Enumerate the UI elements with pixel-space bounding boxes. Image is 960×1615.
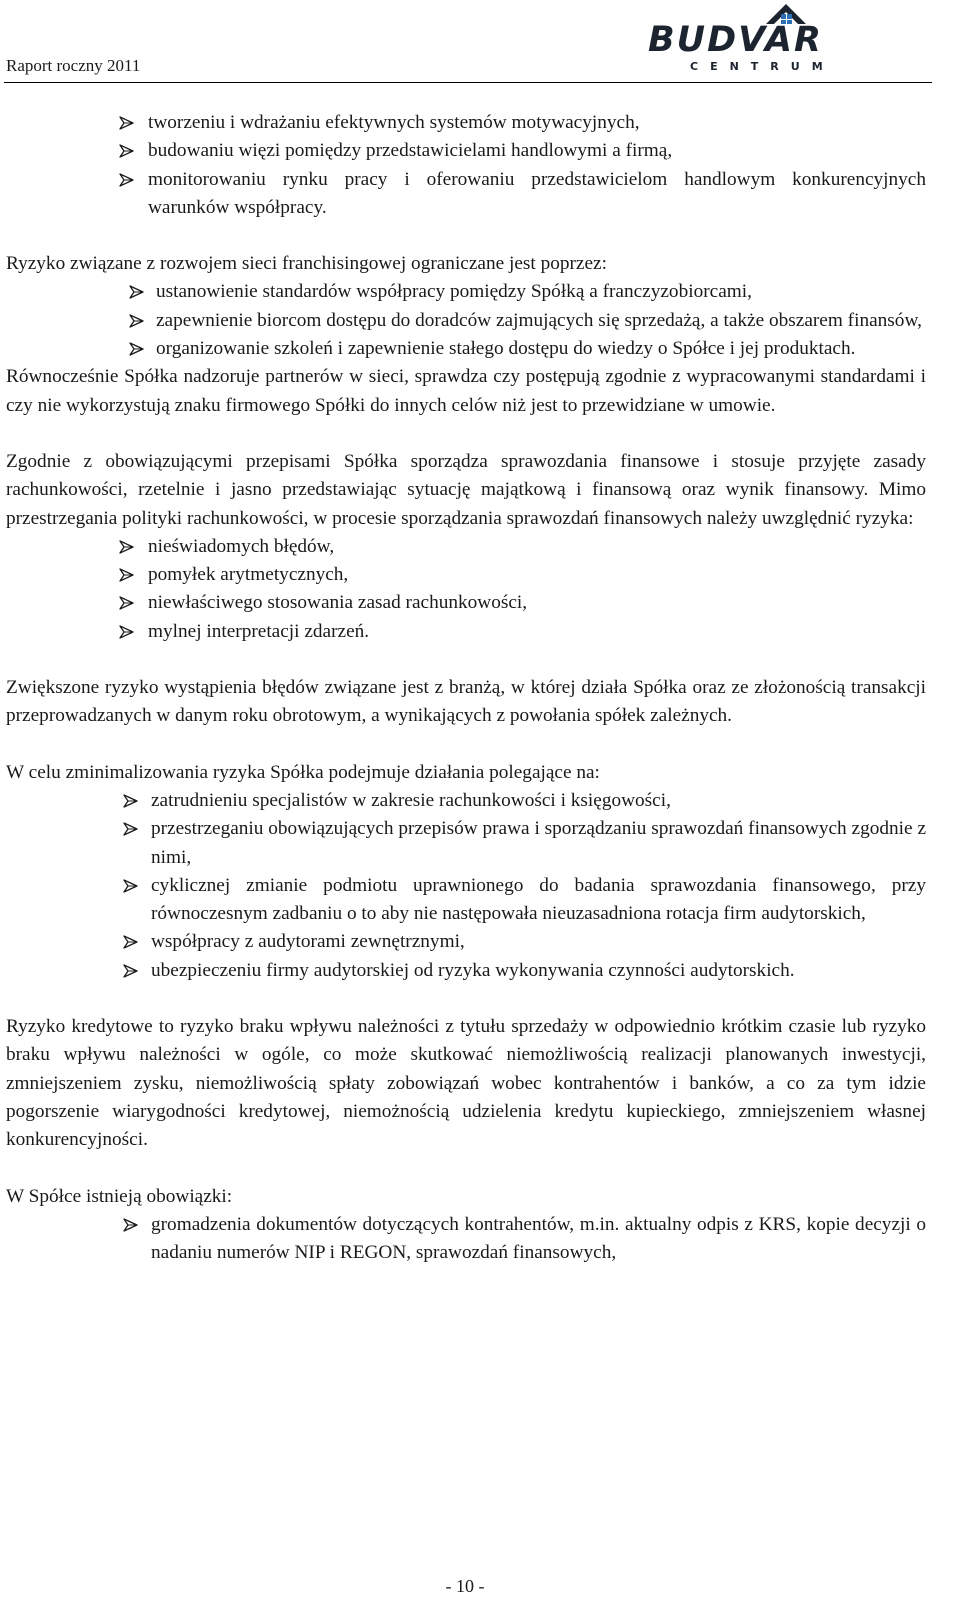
header-divider <box>4 82 932 83</box>
arrow-bullet-icon <box>123 935 138 949</box>
list-item: mylnej interpretacji zdarzeń. <box>6 618 926 646</box>
obligations-intro: W Spółce istnieją obowiązki: <box>6 1185 233 1207</box>
arrow-bullet-icon <box>119 144 134 158</box>
page-content <box>6 109 926 1267</box>
arrow-bullet-icon <box>129 285 144 299</box>
logo-subtext: CENTRUM <box>690 60 835 73</box>
arrow-bullet-icon <box>123 822 138 836</box>
list-item: nieświadomych błędów, <box>6 533 926 561</box>
logo-wordmark: BUDVAR <box>648 20 823 60</box>
arrow-bullet-icon <box>119 173 134 187</box>
list-item: cyklicznej zmianie podmiotu uprawnionego do badania sprawozdania finansowego, przy równoczesnym zadbaniu o to aby nie następowała nieuzasadniona rotacja firm audytorskich, <box>6 872 926 929</box>
franchise-list <box>6 278 926 363</box>
arrow-bullet-icon <box>123 879 138 893</box>
list-item: zatrudnieniu specjalistów w zakresie rachunkowości i księgowości, <box>6 787 926 815</box>
list-item: monitorowaniu rynku pracy i oferowaniu przedstawicielom handlowym konkurencyjnych warunków współpracy. <box>6 166 926 223</box>
list-item: ustanowienie standardów współpracy pomiędzy Spółką a franczyzobiorcami, <box>6 278 926 306</box>
list-item: pomyłek arytmetycznych, <box>6 561 926 589</box>
list-item: ubezpieczeniu firmy audytorskiej od ryzyka wykonywania czynności audytorskich. <box>6 957 926 985</box>
arrow-bullet-icon <box>119 568 134 582</box>
arrow-bullet-icon <box>119 625 134 639</box>
page-header <box>0 0 960 86</box>
minimize-intro: W celu zminimalizowania ryzyka Spółka podejmuje działania polegające na: <box>6 761 600 783</box>
list-item: budowaniu więzi pomiędzy przedstawicielami handlowymi a firmą, <box>6 137 926 165</box>
obligations-list <box>6 1211 926 1268</box>
minimize-list <box>6 787 926 985</box>
arrow-bullet-icon <box>129 342 144 356</box>
arrow-bullet-icon <box>123 1218 138 1232</box>
arrow-bullet-icon <box>129 314 144 328</box>
arrow-bullet-icon <box>123 964 138 978</box>
arrow-bullet-icon <box>119 116 134 130</box>
credit-risk-paragraph: Ryzyko kredytowe to ryzyko braku wpływu należności z tytułu sprzedaży w odpowiednio krótkim czasie lub ryzyko braku wpływu należności w ogóle, co może skutkować niemożliwością realizacji planowanych inwestycji, zmniejszeniem zysku, niemożliwością spłaty zobowiązań wobec kontrahentów i banków, a co za tym idzie pogorszenie wiarygodności kredytowej, niemożnością udzielenia kredytu kupieckiego, zmniejszeniem własnej konkurencyjności. <box>6 1016 926 1151</box>
franchise-intro: Ryzyko związane z rozwojem sieci franchisingowej ograniczane jest poprzez: <box>6 253 607 275</box>
list-item: gromadzenia dokumentów dotyczących kontrahentów, m.in. aktualny odpis z KRS, kopie decyzji o nadaniu numerów NIP i REGON, sprawozdań finansowych, <box>6 1211 926 1268</box>
arrow-bullet-icon <box>119 596 134 610</box>
list-item: przestrzeganiu obowiązujących przepisów prawa i sporządzaniu sprawozdań finansowych zgodnie z nimi, <box>6 815 926 872</box>
list-item: zapewnienie biorcom dostępu do doradców zajmujących się sprzedażą, a także obszarem finansów, <box>6 307 926 335</box>
accounting-intro: Zgodnie z obowiązującymi przepisami Spółka sporządza sprawozdania finansowe i stosuje przyjęte zasady rachunkowości, rzetelnie i jasno przedstawiając sytuację majątkową i finansową oraz wynik finansowy. Mimo przestrzegania polityki rachunkowości, w procesie sporządzania sprawozdań finansowych należy uwzględnić ryzyka: <box>6 450 926 529</box>
arrow-bullet-icon <box>119 540 134 554</box>
list-item: współpracy z audytorami zewnętrznymi, <box>6 928 926 956</box>
list-item: niewłaściwego stosowania zasad rachunkowości, <box>6 589 926 617</box>
accounting-risk-list <box>6 533 926 646</box>
increased-risk-paragraph: Zwiększone ryzyko wystąpienia błędów związane jest z branżą, w której działa Spółka oraz ze złożonością transakcji przeprowadzanych w danym roku obrotowym, a wynikających z powołania spółek zależnych. <box>6 677 926 727</box>
franchise-closing: Równocześnie Spółka nadzoruje partnerów w sieci, sprawdza czy postępują zgodnie z wypracowanymi standardami i czy nie wykorzystują znaku firmowego Spółki do innych celów niż jest to przewidziane w umowie. <box>6 366 926 416</box>
report-title: Raport roczny 2011 <box>6 56 141 75</box>
budvar-logo <box>648 2 908 78</box>
motivation-list <box>6 109 926 222</box>
list-item: tworzeniu i wdrażaniu efektywnych systemów motywacyjnych, <box>6 109 926 137</box>
page-number: - 10 - <box>445 1576 485 1596</box>
arrow-bullet-icon <box>123 794 138 808</box>
list-item: organizowanie szkoleń i zapewnienie stałego dostępu do wiedzy o Spółce i jej produktach. <box>6 335 926 363</box>
